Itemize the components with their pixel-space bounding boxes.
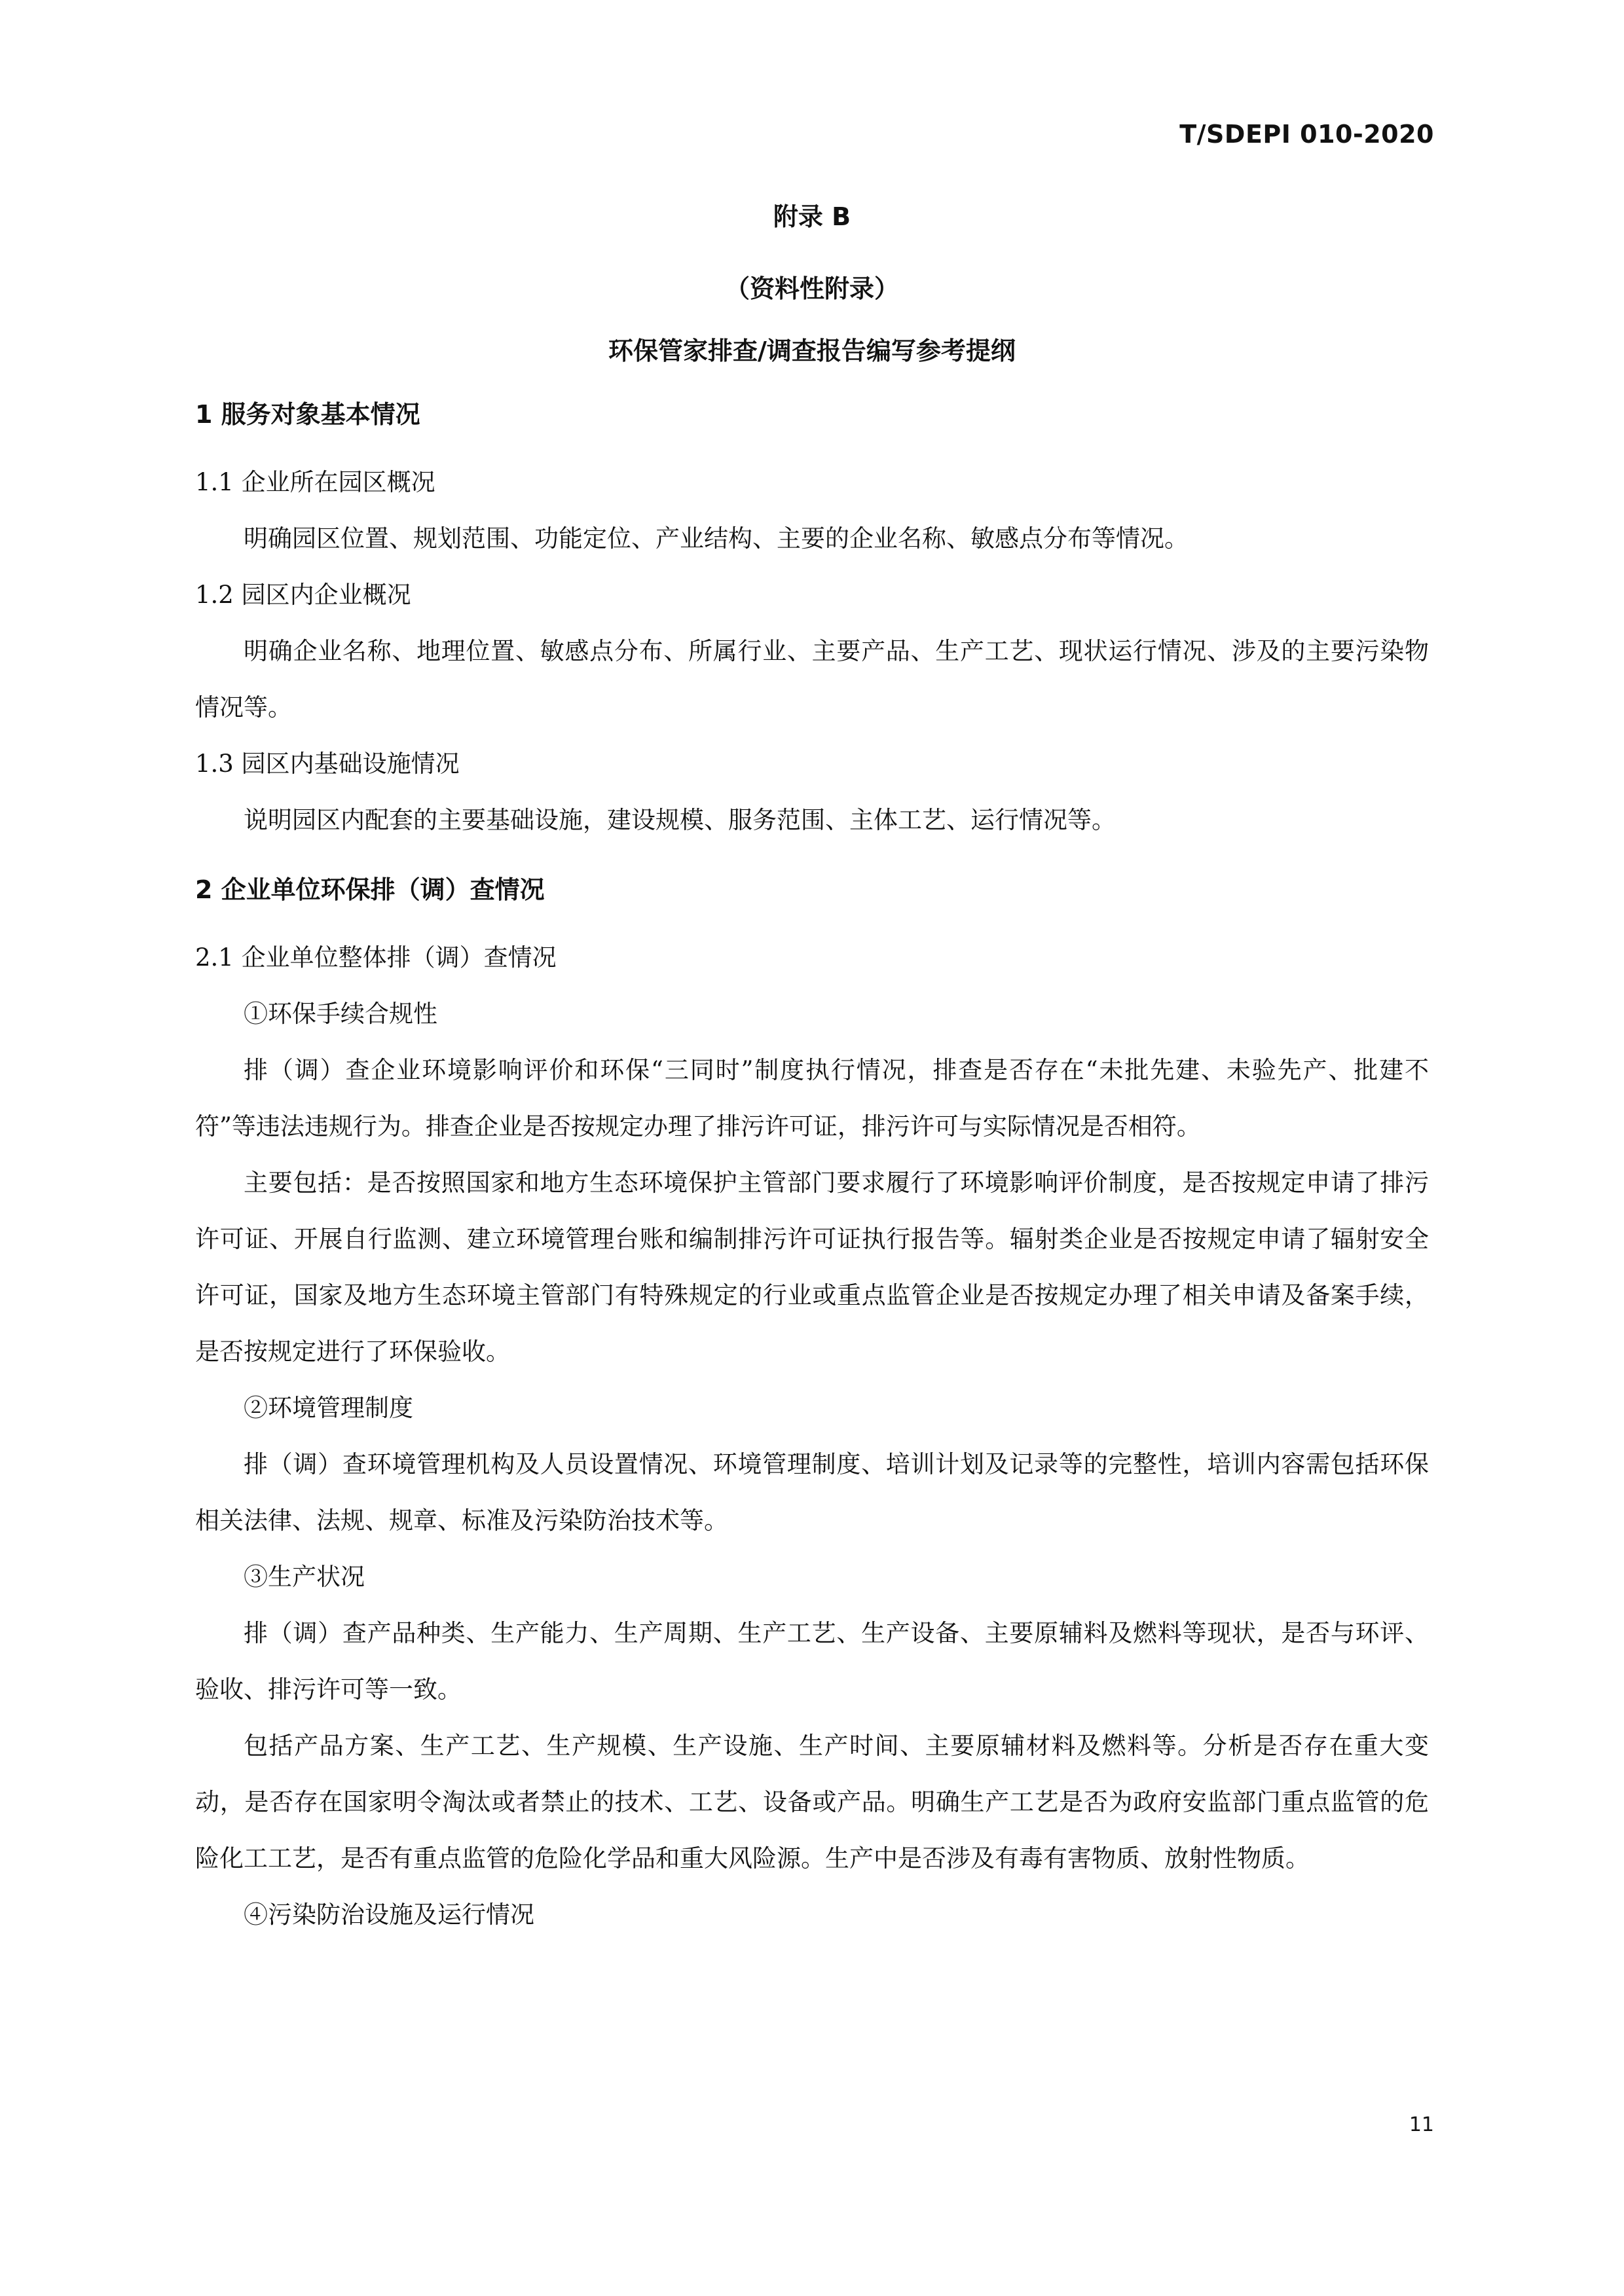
paragraph-production-1: 排（调）查产品种类、生产能力、生产周期、生产工艺、生产设备、主要原辅料及燃料等现状，是否与环评、验收、排污许可等一致。 <box>195 1619 1429 1704</box>
item-title-compliance: ①环保手续合规性 <box>244 1000 437 1028</box>
paragraph-1-1: 明确园区位置、规划范围、功能定位、产业结构、主要的企业名称、敏感点分布等情况。 <box>244 524 1189 553</box>
paragraph-1-2: 明确企业名称、地理位置、敏感点分布、所属行业、主要产品、生产工艺、现状运行情况、涉及的主要污染物情况等。 <box>195 637 1429 721</box>
paragraph-1-3: 说明园区内配套的主要基础设施，建设规模、服务范围、主体工艺、运行情况等。 <box>244 806 1116 834</box>
appendix-type: （资料性附录） <box>724 274 899 303</box>
paragraph-compliance-1: 排（调）查企业环境影响评价和环保“三同时”制度执行情况，排查是否存在“未批先建、未验先产、批建不符”等违法违规行为。排查企业是否按规定办理了排污许可证，排污许可与实际情况是否相符。 <box>195 1056 1429 1140</box>
subsection-heading-2-1: 2.1 企业单位整体排（调）查情况 <box>195 943 557 972</box>
document-title: 环保管家排查/调查报告编写参考提纲 <box>608 337 1016 365</box>
section-heading-1: 1 服务对象基本情况 <box>195 400 420 429</box>
page-number: 11 <box>1409 2113 1434 2136</box>
subsection-heading-1-3: 1.3 园区内基础设施情况 <box>195 750 460 778</box>
subsection-heading-1-2: 1.2 园区内企业概况 <box>195 581 411 609</box>
item-title-pollution-control: ④污染防治设施及运行情况 <box>244 1901 534 1929</box>
standard-code: T/SDEPI 010-2020 <box>1179 120 1434 149</box>
subsection-heading-1-1: 1.1 企业所在园区概况 <box>195 468 435 496</box>
document-body <box>195 386 1429 1943</box>
item-title-production: ③生产状况 <box>244 1563 365 1591</box>
appendix-title: 附录 B <box>773 202 851 231</box>
paragraph-management-1: 排（调）查环境管理机构及人员设置情况、环境管理制度、培训计划及记录等的完整性，培训内容需包括环保相关法律、法规、规章、标准及污染防治技术等。 <box>195 1450 1429 1535</box>
paragraph-production-2: 包括产品方案、生产工艺、生产规模、生产设施、生产时间、主要原辅材料及燃料等。分析是否存在重大变动，是否存在国家明令淘汰或者禁止的技术、工艺、设备或产品。明确生产工艺是否为政府安监部门重点监管的危险化工工艺，是否有重点监管的危险化学品和重大风险源。生产中是否涉及有毒有害物质、放射性物质。 <box>195 1732 1429 1872</box>
item-title-management: ②环境管理制度 <box>244 1394 413 1422</box>
section-heading-2: 2 企业单位环保排（调）查情况 <box>195 875 545 904</box>
paragraph-compliance-2: 主要包括：是否按照国家和地方生态环境保护主管部门要求履行了环境影响评价制度，是否按规定申请了排污许可证、开展自行监测、建立环境管理台账和编制排污许可证执行报告等。辐射类企业是否按规定申请了辐射安全许可证，国家及地方生态环境主管部门有特殊规定的行业或重点监管企业是否按规定办理了相关申请及备案手续，是否按规定进行了环保验收。 <box>195 1169 1429 1366</box>
